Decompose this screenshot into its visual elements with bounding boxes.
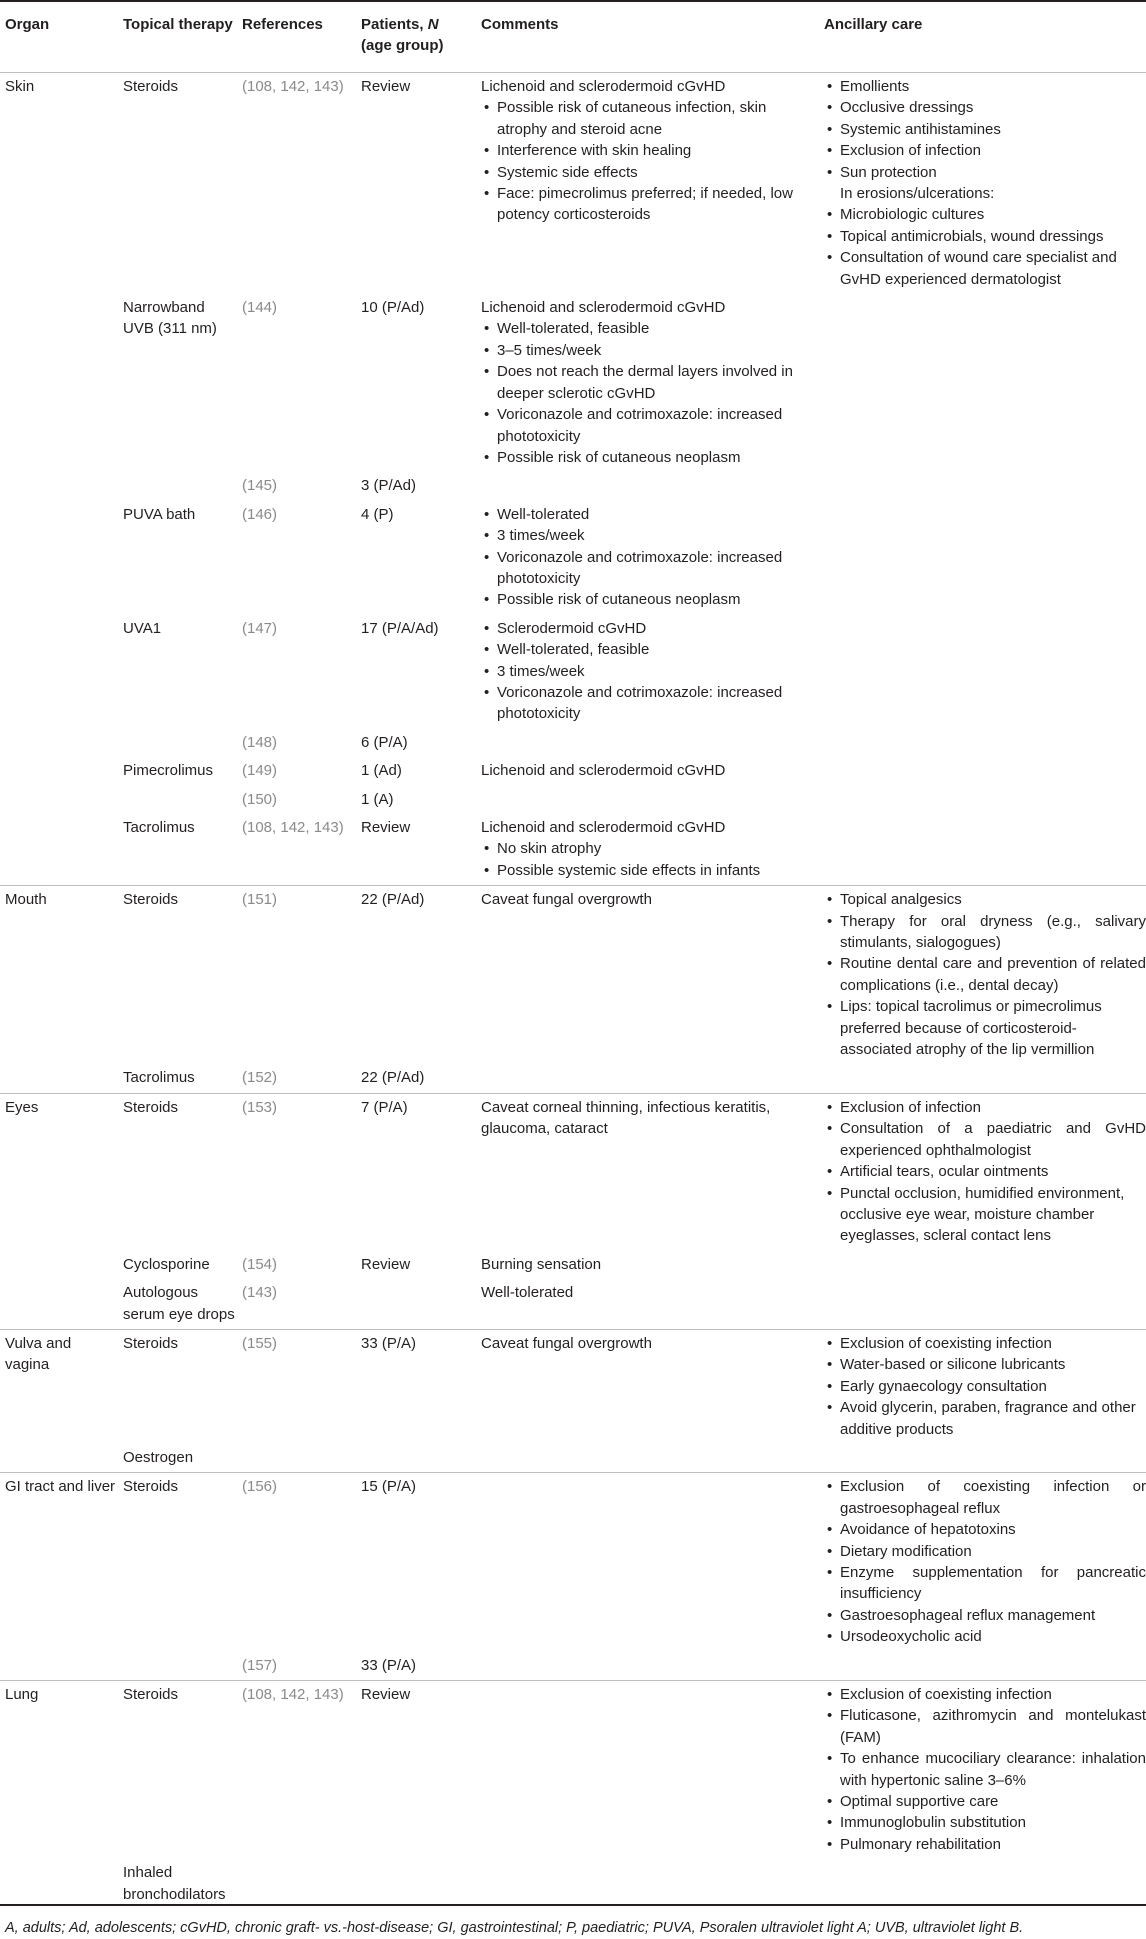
cell-patients: 22 (P/Ad) <box>361 1069 425 1087</box>
list-item: • Topical antimicrobials, wound dressings <box>824 226 1146 247</box>
cell-comments <box>476 729 819 757</box>
cell-ancillary <box>819 886 1146 1065</box>
header-comments: Comments <box>481 16 559 33</box>
list-item: • Ursodeoxycholic acid <box>824 1626 1146 1647</box>
list-item: • Early gynaecology consultation <box>824 1376 1146 1397</box>
cell-therapy <box>118 1652 237 1681</box>
list-item: In erosions/ulcerations: <box>840 185 995 203</box>
cell-patients: 6 (P/A) <box>361 733 408 751</box>
list-item: • Voriconazole and cotrimoxazole: increased phototoxicity <box>481 547 819 590</box>
list-item: Burning sensation <box>481 1255 602 1273</box>
cell-organ <box>0 1064 118 1093</box>
list-item: Lichenoid and sclerodermoid cGvHD <box>481 762 726 780</box>
cell-organ: Lung <box>0 1681 118 1860</box>
list-item: • Dietary modification <box>824 1541 1146 1562</box>
list-item: • Systemic side effects <box>481 162 819 183</box>
cell-ancillary <box>819 1444 1146 1473</box>
cell-comments <box>476 786 819 814</box>
cell-ancillary <box>819 615 1146 729</box>
list-item: • Immunoglobulin substitution <box>824 1812 1146 1833</box>
table-row <box>0 1064 1146 1093</box>
cell-comments <box>476 1251 819 1279</box>
list-item: • Artificial tears, ocular ointments <box>824 1161 1146 1182</box>
cell-comments <box>476 73 819 295</box>
cell-therapy: Steroids <box>118 73 237 295</box>
cell-patients <box>356 1859 476 1909</box>
cell-ancillary-list <box>824 1097 1146 1247</box>
cell-patients: 3 (P/Ad) <box>361 477 417 495</box>
cell-organ <box>0 1859 118 1909</box>
cell-references: (145) <box>242 477 278 495</box>
list-item: • Gastroesophageal reflux management <box>824 1605 1146 1626</box>
list-item: Well-tolerated <box>481 1284 574 1302</box>
cell-comments-list <box>481 76 819 226</box>
list-item: • Does not reach the dermal layers involved in deeper sclerotic cGvHD <box>481 361 819 404</box>
table-row <box>0 786 1146 814</box>
cell-therapy: Tacrolimus <box>123 1069 195 1087</box>
table-row <box>0 1279 1146 1329</box>
table-row <box>0 1681 1146 1860</box>
cell-comments <box>476 757 819 785</box>
list-item: • 3 times/week <box>481 661 819 682</box>
cell-ancillary <box>819 1251 1146 1279</box>
list-item: • Avoid glycerin, paraben, fragrance and other additive products <box>824 1397 1146 1440</box>
list-item: • Exclusion of infection <box>824 140 1146 161</box>
cell-therapy: Inhaled bronchodilators <box>123 1864 226 1903</box>
table-row <box>0 501 1146 615</box>
cell-comments-list <box>481 760 819 781</box>
cell-ancillary <box>819 1093 1146 1250</box>
cell-patients: 4 (P) <box>361 505 394 523</box>
cell-organ <box>0 729 118 757</box>
cell-ancillary <box>819 472 1146 500</box>
cell-references: (151) <box>237 886 356 1065</box>
cell-organ <box>0 472 118 500</box>
list-item: • 3–5 times/week <box>481 340 819 361</box>
cell-therapy: Autologous serum eye drops <box>123 1284 235 1323</box>
table-row <box>0 615 1146 729</box>
cell-therapy: Steroids <box>118 1093 237 1250</box>
cell-organ: Mouth <box>0 886 118 1065</box>
list-item: • Systemic antihistamines <box>824 119 1146 140</box>
cell-therapy: Steroids <box>118 1329 237 1444</box>
cell-references: (153) <box>237 1093 356 1250</box>
table-footnote: A, adults; Ad, adolescents; cGvHD, chronic graft- vs.-host-disease; GI, gastrointestinal; P, paediatric; PUVA, Psoralen ultraviolet light A; UVB, ultraviolet light B. <box>0 1904 1146 1939</box>
cell-comments-list <box>481 889 819 910</box>
cell-ancillary <box>819 1859 1146 1909</box>
cell-comments <box>476 615 819 729</box>
cell-therapy: Steroids <box>118 1681 237 1860</box>
cell-organ <box>0 814 118 886</box>
cell-ancillary <box>819 786 1146 814</box>
list-item: • Exclusion of coexisting infection or gastroesophageal reflux <box>824 1476 1146 1519</box>
table-header <box>0 1 1146 73</box>
cell-ancillary-list <box>824 889 1146 1060</box>
cell-comments <box>476 1279 819 1329</box>
cell-patients: 7 (P/A) <box>356 1093 476 1250</box>
cell-organ <box>0 757 118 785</box>
list-item: • Emollients <box>824 76 1146 97</box>
list-item: • Microbiologic cultures <box>824 204 1146 225</box>
header-ancillary-care: Ancillary care <box>824 16 923 33</box>
list-item: • Possible risk of cutaneous neoplasm <box>481 447 819 468</box>
cell-comments-list <box>481 504 819 611</box>
list-item: • Water-based or silicone lubricants <box>824 1354 1146 1375</box>
cell-patients <box>356 1444 476 1473</box>
table-row <box>0 1093 1146 1250</box>
list-item: Lichenoid and sclerodermoid cGvHD <box>481 819 726 836</box>
cell-ancillary <box>819 1279 1146 1329</box>
list-item: • Fluticasone, azithromycin and montelukast (FAM) <box>824 1705 1146 1748</box>
table-row <box>0 886 1146 1065</box>
cell-references <box>237 1444 356 1473</box>
cell-organ <box>0 1444 118 1473</box>
list-item: • Well-tolerated, feasible <box>481 639 819 660</box>
cell-ancillary <box>819 757 1146 785</box>
cell-organ: Skin <box>0 73 118 295</box>
header-organ: Organ <box>5 16 50 33</box>
cell-organ <box>0 1251 118 1279</box>
list-item: • Possible risk of cutaneous neoplasm <box>481 589 819 610</box>
cell-comments-list <box>481 618 819 725</box>
cell-therapy: Steroids <box>118 886 237 1065</box>
cell-comments <box>476 472 819 500</box>
table-row <box>0 1652 1146 1681</box>
cell-therapy <box>118 472 237 500</box>
list-item: • Interference with skin healing <box>481 140 819 161</box>
cell-references: (146) <box>242 505 278 523</box>
list-item: Lichenoid and sclerodermoid cGvHD <box>481 299 726 317</box>
cell-ancillary-list <box>824 76 1146 290</box>
cell-references: (152) <box>242 1069 278 1087</box>
table-row <box>0 294 1146 472</box>
list-item: • Face: pimecrolimus preferred; if needed, low potency corticosteroids <box>481 183 819 226</box>
cell-comments <box>476 501 819 615</box>
list-item: • Well-tolerated <box>481 504 819 525</box>
list-item: • Punctal occlusion, humidified environment, occlusive eye wear, moisture chamber eyeglasses, scleral contact lens <box>824 1183 1146 1247</box>
cell-ancillary <box>819 501 1146 615</box>
cell-therapy <box>118 786 237 814</box>
cell-therapy: Oestrogen <box>123 1448 194 1466</box>
cell-ancillary <box>819 1329 1146 1444</box>
cell-references: (148) <box>242 733 278 751</box>
table-row <box>0 1473 1146 1652</box>
list-item: • Enzyme supplementation for pancreatic insufficiency <box>824 1562 1146 1605</box>
cell-patients: Review <box>361 819 411 836</box>
list-item: • Routine dental care and prevention of related complications (i.e., dental decay) <box>824 953 1146 996</box>
list-item: • Exclusion of coexisting infection <box>824 1684 1146 1705</box>
list-item: • Well-tolerated, feasible <box>481 318 819 339</box>
cell-comments <box>476 1444 819 1473</box>
list-item: • Possible systemic side effects in infants <box>481 860 819 881</box>
cell-references: (147) <box>242 619 278 637</box>
list-item: • No skin atrophy <box>481 838 819 859</box>
cell-references <box>237 1859 356 1909</box>
list-item: • Voriconazole and cotrimoxazole: increased phototoxicity <box>481 682 819 725</box>
cell-references: (150) <box>242 790 278 808</box>
header-topical-therapy: Topical therapy <box>123 16 233 33</box>
cell-references: (143) <box>242 1284 278 1302</box>
header-patients-suffix: (age group) <box>361 37 444 55</box>
cell-organ <box>0 1652 118 1681</box>
list-item: Caveat fungal overgrowth <box>481 1334 652 1352</box>
cell-comments <box>476 294 819 472</box>
table-row <box>0 1251 1146 1279</box>
cell-therapy: Cyclosporine <box>123 1255 210 1273</box>
table-row <box>0 73 1146 295</box>
table-row <box>0 729 1146 757</box>
cell-therapy: Narrowband UVB (311 nm) <box>123 299 217 338</box>
cell-patients: Review <box>356 1681 476 1860</box>
cell-references: (155) <box>237 1329 356 1444</box>
cell-patients: 17 (P/A/Ad) <box>361 619 439 637</box>
cell-patients: 33 (P/A) <box>356 1329 476 1444</box>
cell-comments-list <box>481 817 819 881</box>
cell-comments <box>476 1329 819 1444</box>
cell-comments-list <box>481 1254 819 1275</box>
table-row <box>0 814 1146 886</box>
cell-patients: 1 (A) <box>361 790 394 808</box>
table-row <box>0 1444 1146 1473</box>
cell-references: (157) <box>242 1656 278 1674</box>
cell-references: (156) <box>237 1473 356 1652</box>
cell-organ <box>0 786 118 814</box>
cell-organ <box>0 294 118 472</box>
cell-ancillary <box>819 294 1146 472</box>
header-patients-prefix: Patients, <box>361 16 428 33</box>
table-body <box>0 73 1146 1910</box>
cell-references: (149) <box>242 762 278 780</box>
list-item: • Therapy for oral dryness (e.g., salivary stimulants, sialogogues) <box>824 911 1146 954</box>
header-patients <box>356 1 476 73</box>
cell-comments <box>476 1064 819 1093</box>
cell-references: (108, 142, 143) <box>237 73 356 295</box>
cell-ancillary <box>819 1652 1146 1681</box>
cell-patients: Review <box>361 1255 411 1273</box>
cell-comments <box>476 1652 819 1681</box>
cell-patients <box>356 1279 476 1329</box>
cell-comments-list <box>481 1282 819 1303</box>
cell-comments <box>476 814 819 886</box>
list-item: • To enhance mucociliary clearance: inhalation with hypertonic saline 3–6% <box>824 1748 1146 1791</box>
list-item: • Sun protection <box>824 162 1146 183</box>
list-item: • Optimal supportive care <box>824 1791 1146 1812</box>
cell-patients: 1 (Ad) <box>361 762 402 780</box>
cell-references: (108, 142, 143) <box>237 1681 356 1860</box>
cell-therapy: PUVA bath <box>123 505 196 523</box>
cell-ancillary-list <box>824 1684 1146 1855</box>
cell-comments-list <box>481 1097 819 1140</box>
cell-therapy: Steroids <box>118 1473 237 1652</box>
cell-ancillary <box>819 814 1146 886</box>
cell-therapy: Tacrolimus <box>123 819 195 836</box>
cell-patients: 33 (P/A) <box>361 1656 417 1674</box>
cell-references: (154) <box>242 1255 278 1273</box>
cell-ancillary <box>819 73 1146 295</box>
cell-organ <box>0 615 118 729</box>
table-row <box>0 472 1146 500</box>
list-item: • Avoidance of hepatotoxins <box>824 1519 1146 1540</box>
cell-patients: 22 (P/Ad) <box>356 886 476 1065</box>
list-item: • Consultation of a paediatric and GvHD experienced ophthalmologist <box>824 1118 1146 1161</box>
cell-ancillary <box>819 1681 1146 1860</box>
list-item: Caveat corneal thinning, infectious keratitis, glaucoma, cataract <box>481 1098 771 1138</box>
list-item: Lichenoid and sclerodermoid cGvHD <box>481 78 726 95</box>
list-item: • Possible risk of cutaneous infection, skin atrophy and steroid acne <box>481 97 819 140</box>
cell-organ: Eyes <box>0 1093 118 1250</box>
list-item: • Sclerodermoid cGvHD <box>481 618 819 639</box>
list-item: • Occlusive dressings <box>824 97 1146 118</box>
list-item: • Voriconazole and cotrimoxazole: increased phototoxicity <box>481 404 819 447</box>
cell-ancillary <box>819 1064 1146 1093</box>
cell-comments <box>476 1681 819 1860</box>
list-item: • Pulmonary rehabilitation <box>824 1834 1146 1855</box>
cell-ancillary-list <box>824 1476 1146 1647</box>
cell-ancillary <box>819 1473 1146 1652</box>
list-item: • Consultation of wound care specialist and GvHD experienced dermatologist <box>824 247 1146 290</box>
cell-therapy: UVA1 <box>123 619 162 637</box>
cell-ancillary-list <box>824 1333 1146 1440</box>
cell-patients: 15 (P/A) <box>356 1473 476 1652</box>
cell-comments-list <box>481 1333 819 1354</box>
table-row <box>0 1859 1146 1909</box>
list-item: • Lips: topical tacrolimus or pimecrolimus preferred because of corticosteroid-associated atrophy of the lip vermillion <box>824 996 1146 1060</box>
cell-organ <box>0 501 118 615</box>
cell-comments <box>476 886 819 1065</box>
cell-organ: GI tract and liver <box>0 1473 118 1652</box>
cell-therapy <box>118 729 237 757</box>
list-item: • Exclusion of coexisting infection <box>824 1333 1146 1354</box>
table-row <box>0 757 1146 785</box>
list-item: • Topical analgesics <box>824 889 1146 910</box>
list-item: • 3 times/week <box>481 525 819 546</box>
header-references: References <box>242 16 323 33</box>
cell-comments <box>476 1473 819 1652</box>
cell-patients: 10 (P/Ad) <box>361 299 425 317</box>
cell-patients: Review <box>356 73 476 295</box>
cell-ancillary <box>819 729 1146 757</box>
cell-references: (108, 142, 143) <box>242 819 344 836</box>
list-item: • Exclusion of infection <box>824 1097 1146 1118</box>
cell-comments <box>476 1859 819 1909</box>
cell-organ: Vulva and vagina <box>0 1329 118 1444</box>
cell-comments-list <box>481 297 819 468</box>
list-item: Caveat fungal overgrowth <box>481 891 652 909</box>
table-row <box>0 1329 1146 1444</box>
cell-organ <box>0 1279 118 1329</box>
header-patients-n: N <box>427 16 439 33</box>
cell-therapy: Pimecrolimus <box>123 762 214 780</box>
cell-comments <box>476 1093 819 1250</box>
cell-references: (144) <box>242 299 278 317</box>
